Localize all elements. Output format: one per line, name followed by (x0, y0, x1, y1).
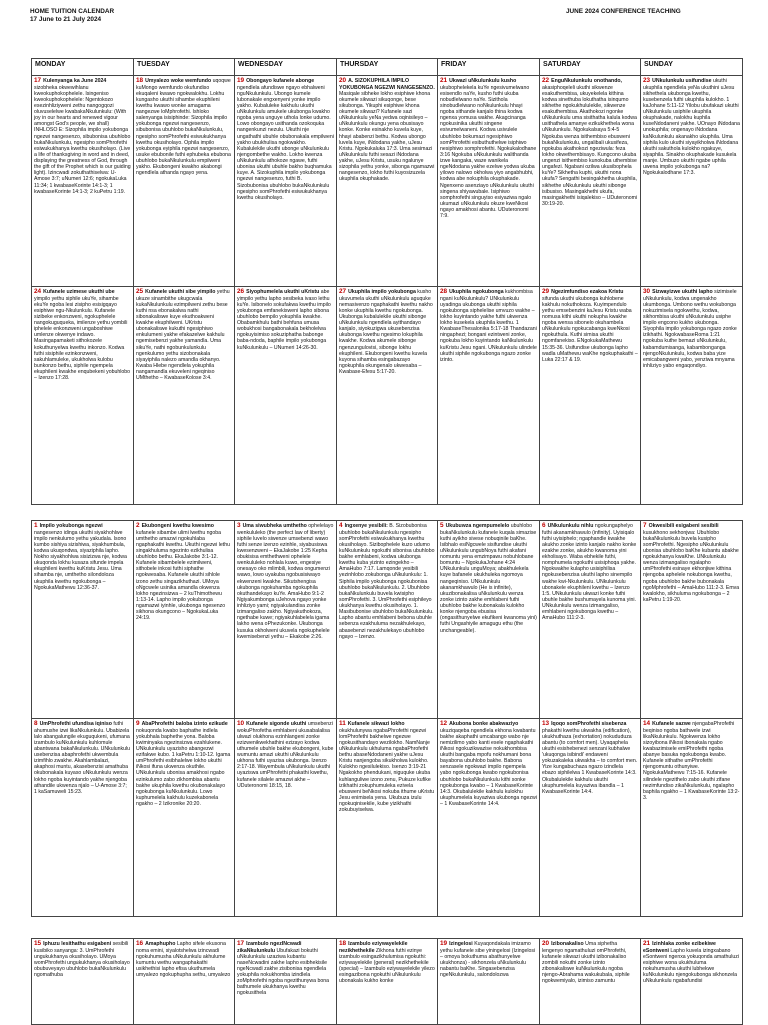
day-text: Ubufakazi bokuthi uNkulunkulu uzaziwa kubantu naseNcwadini zakhe lapho esibhekisile ngeNcwadi zakhe zisibonisa ngendlela yokuphila nokukhomba izindlela zoMphrofethi ngoba ngezithunywa bona bathumele ukukhanya kwethu ngokusithela (237, 947, 329, 997)
day-header-wednesday: WEDNESDAY (235, 59, 337, 76)
day-text: yimpilo yethu siphile ukuYe, sihambe ekuYe ngoba lesi zisipho esisigqayo esiphiwe ngu-Nkulunkulu. Kufanele sizibeke enkonzweni, ngokuphelele nangokuguqueka, imilenze yethu yombili iphelele enkonzweni ungaboshiwe umlenze okwenye indawo. Masingapamaketi sithokozele kokuthunyelwa kwethu inkonzo. Kodwa futhi sisiphile ezinkonzweni, sakuhlamuleke, ukukholwa kulobu bunkonzo bethu, siphile ngempela ekuphileni kwakhe enqubekeni yobuhlobo – Izenzo 17:28. (34, 295, 131, 382)
day-text: nangesenzo idinga ukuthi siyakhohlwe impilo nenkulumo yethu yakudala. Isono kumbo sishiya sizishiwa, siyakhumbula, kodwa ukuqondwa, siyaziphila lapho. Nokho siyakhohlwa sisizizwa nje, kodwa ukuqonda lokhu kusaza sifunde impela ekuphileni kwethu kuKristu Jesu. Uma sihamba nje, umthetho silondoloza ukuphila kwethu ngokubonga – NgokukaMathewu 12:36-37. (34, 529, 127, 591)
day-text: uqoqwe kuMongo wemfundo okufundiso ekuqaleni kwawo ngokwalokhu. Lokhu kungasho ukuthi sihambe ekuphileni kwethu kwawo wonke amagama nangezwe loMphrofethi. Ishloko salenyanga isisiphinde: Sizophila impilo yokubonga ngezwi nangesenzo, sibubonisa ubuhlobo bukaNkulunkulu, ngesipho somPhrofethi esiwukukhanya kwethu okusiholayo. Ophila impilo yokubonga eyiphila ngezwi nangesenzo, usuke ebubonile futhi ephubeka ebubona ubuhlobo bukaNkulunkulu empilweni yakho. Ekubongeni kwakho akabongi ngendlela athanda ngayo yena. (136, 78, 231, 177)
day-text: okukhulunywa ngabaPhrofethi ngezwi lomPhrofethi bakhelwe ngezwe ngokusithandayo wezilokho. NamNanje uNkulunkulu ukhuluma ngabaPhrofethi bethu abaseNdodaneni yakhe uJesu Kristu nanjengoba sikukholwa kulokho. Kulokho ngesilulekiso. Isenzo 3:19-21 Ngakokho phendukani, niguquke ukuba kuhlanguliwe izono zenu, Pukuze kufike izikhathi zokuphumuleka ezivela ebusweni beNkosi nokuba ithume uKristu Jesu enimisela yena. Ukubuza izulu ngokuqinisekile, kube yizikhathi zokubuyiselwa. (339, 727, 435, 814)
day-number: 21 (440, 77, 448, 84)
day-heading: Izinhlaka zonke ezibekiwe eSontweni (643, 941, 716, 954)
day-number: 6 (542, 522, 546, 529)
day-number: 4 (339, 522, 343, 529)
day-text: kufanele sibambe ulimi lwethu ngoba umthetho amazwi ngokuhlaba ngaphakathi kwethu. Ukuthi ngezwi lethu singakhuluma ngezinto ezikhulisa ubuhlobo bethu. EkaJakobe 3:1-12. Kufanele sibambelele ezimilweni, sithobele inkosi futhi siphathe ngokwesaba. Kufanele ukuthi sihlole izono zethu singazikhuthazi. UMoya oNgcwele usinika amandla okwenza lokho ngezinsizwa – 2 kuThimothewu 1:13-14. Lapho impilo yokubonga ngamazwi iyinhle, ukubonga ngesenzo sikhona okungcono – NgokukaLuka 24:19. (136, 529, 231, 622)
day-number: 18 (136, 77, 144, 84)
day-number: 17 (237, 940, 245, 947)
day-heading: Izambulo eziywayelekile nezikhethekile (339, 941, 408, 954)
calendar-day-cell (337, 939, 438, 1025)
day-heading: Kufanele uzimese ukuthi ube (43, 289, 115, 295)
calendar-day-cell (32, 939, 134, 1025)
day-text: Lapho kuvela izingxabano eSontweni ngenxa yokuqonda amathuluzi esiphiwe wona ukukhuluma nokuhumusha ukuthi lubhekwe kuNkulunkulu njengokubonga sikhonzela uNkulunkulu ngabafundisi (643, 947, 740, 985)
day-text: B. Sizobubonisa ubuhlobo bukaNkulunkulu ngesipho somPhrofethi esiwukukhanya kwethu okusiholayo. Sizibophelele kuzo udumo kuNkulunkulu ngokuthi sibonisa ubuhlobo bakhe emhlabeni, kodwa ukubonga kwethu kuba yizinto ezingekho – AmaHubo 7:17. Lamqonde yesibili yezinhlobo zokubonga uNkulunkulu: 1. Siphila impilo yokubonga ngokubonisa ubuhlobo bukaNkulunkulu. 2. Ubuhlobo bukaNkulunkulu buvela kwisipho somPhrofethi. 3. UmPhrofethi esiphileyo ukukhanya kwethu okusiholayo. 1. Masibubonise ubuhlobo bukaNkulunkulu. Lapho abantu emhlabeni bebona ubuhle sebenza ezakhuluma nezakhulekayo, abasebenzi nezakhulekayo ubuhlobo ngayo – Izenzo. (339, 523, 435, 640)
calendar-day-cell (540, 719, 641, 917)
day-number: 28 (440, 288, 448, 295)
day-heading: UNkulunkulu usifundise (652, 78, 712, 84)
day-heading: Obongayo kufanele abonge (246, 78, 315, 84)
day-heading: Impilo yokubonga ngezwi (39, 523, 103, 529)
day-header-tuesday: TUESDAY (134, 59, 235, 76)
calendar-title-block (30, 8, 114, 25)
day-text: ukubophelekela kuYe ngesivumelwano esisendlo naYe, kusho futhi ukuba nobudlelwano naYe. Sizithola sinobudlelwano noNkulunkulu hhayi ngoba sithande kanjalo thina kodwa ngenxa yomusa wakhe. Akagcinanga ngokusinika ukuthi singene esivumelwaneni. Kodwa usivulele ubuhlobo bokumazi ngesiphiwo somPhrofethi esibuthuthelwe isiphiwo nesiphiwo somphrofethi. Ngokukalodhane 3:16 Ngokuba uNkulunkulu walithanda izwe kangaka, waze wanikela ngeNdodana yakhe ezelwe yodwa ukuba yilowo nalowo okholwa yiyo angabhubhi, kodwa abe nokuphila okuphakade. Ngenxeno asenziayo uNkulunkulu ukuthi singena shiyawubale. Isiphiwo somphrofethi singuyiso esiyaziwa ngalo ukumazi uNkulunkulu okuze kweNkosi ngayo amakhosi abantu. UDuteronomi 7:9. (440, 84, 537, 220)
day-header-saturday: SATURDAY (540, 59, 641, 76)
calendar-day-cell (540, 939, 641, 1025)
calendar-day-cell (641, 76, 743, 287)
day-heading: Ukuphila ngokubonga (449, 289, 504, 295)
calendar-day-cell (134, 76, 235, 287)
day-text: Lapho sifele ekusona noma emini, siyalotshelwa izincwadi ngokuhumusha uNkulunkulu akhulume kumuntu wethu wangaphakathi usikhethisi lapho efisa ukuthumela umyalezo ngokuphupha sethu, umyalezo (136, 941, 231, 979)
calendar-day-cell (134, 939, 235, 1025)
calendar-day-cell (641, 521, 743, 719)
day-header-sunday: SUNDAY (641, 59, 743, 76)
day-text: phakathi kwethu ukwakha (edification), ukukhuthaza (exhortation) nokududuza abantu (to comfort men). Uyaqaphela ukuthi esishebenezi senzani kubhalwe 'ukuqonga isibindi' endaweni yokuzakaleka ukwakha – to comfort men. Yize kungabuchaza ngazo izindlela ebazo siphilelwa 1 KwabaseKorinte 14:3. Okubalulekile kakhulu ukuthi ukuphumelela kuyaziwa ibandla – 1 KwabaseKorinte 14:4. (542, 727, 638, 795)
day-text: umsebenzi wokuPhrofetha emhlabeni ukusabalalisa ulwazi olukhona ezinhlangeni zonke ezizwenikwekhathini ezizayo kodwa uthumele ubuhle bakhe ekubongeni, kube wumuntu amazi ukuthi uNkulunkulu ukhona futhi uyazisa ukubonga. Izenzo 2:17-18. Wayembula uNkulunkulu ukuthi uyaziswa umPhrofethi phakathi kwethu, kufanele silalele amazwi akhe – UDuteronomi 18:15, 18. (237, 721, 334, 789)
conference-title: JUNE 2024 CONFERENCE TEACHING (566, 8, 681, 15)
day-number: 19 (440, 940, 448, 947)
day-heading: Iqoqo somPhrofethi sisebenza (551, 721, 627, 727)
calendar-day-cell (438, 521, 540, 719)
calendar-day-cell (641, 939, 743, 1025)
day-text: akasiphoqeleli ukuthi sikwenze esakuthembisa, ukuyekelela kithina kodwa sinethuba lokuthatha isinqumo sikhethe ngokukhululekile, sikwenze esakuthembisa. Akathokozi ngonke uNkulunkulu uma sisithatha kalula kodwa usithathela amanye ezikukhethela wona uNkulunkulu. Ngokukalsaya 5:4-5 Ngokuba wenza isithembiso ebusweni bukaNkulunkulu, ungalibali ukusifeza, ngokuba akathokozi ngeziwula: feza lokho okwethembisayo. Kungcono ukuba ungenzi isithembiso kunokuba uthembise ungafezi. Ngabani ozilwa ukusibophela kuYe? Sikhetha kuphi, ukuthi nona ukufa? Sengathi besingakhetha ukuphila, sikhethe uNkulunkulu ukuthi sibonge isibusiso. Masingakhethi ukufa, masingakhethi isiqalekiso – UDuteronomi 30:19-20. (542, 84, 638, 207)
calendar-day-cell (337, 521, 438, 719)
day-text: Uma siphetha lengenyo ngamathuluzi omPhrofethi, kufanele sikwazi ukuthi izibonakaliso zombili nokuthi zonke izinto zibonakaliswe kuNkulunkulu ngoba njengo-Abrahama wakukubala, siphile ngokwemiyalo, izimiso zamuntu (542, 941, 630, 985)
day-number: 9 (136, 720, 140, 727)
calendar-day-cell (438, 76, 540, 287)
day-heading: Amaphupho (145, 941, 176, 947)
day-number: 14 (643, 720, 651, 727)
day-heading: AbaPhrofethi baloba izinto ezikude (141, 721, 228, 727)
day-text: sesibili kusibiko sanyanga: 3. UmPhrofethi ungukukhanya okusiholayo. UMoya womPhrofethi ungukukhanya okusiholayo obubuveyayo ubuhlobo bukaNkulunkulu ngomathuba (34, 941, 130, 979)
day-number: 15 (34, 940, 42, 947)
calendar-day-cell (540, 287, 641, 505)
calendar-day-cell (134, 719, 235, 917)
day-heading: Izingelosi (449, 941, 473, 947)
calendar-date-range: 17 June to 21 July 2024 (30, 16, 102, 24)
calendar-day-cell (235, 76, 337, 287)
calendar-day-cell (641, 719, 743, 917)
day-text: nokuqonda kwabo baphathe indlela yokubhala baphethe yona. Baloba kwiminyaka ngezinsizwa ezahlukene. UNkulunkulu uyazisho abangezwi ezifakwe kubo. 1 kaPetru 1:10-12. Igama umPhrofethi esibhalelwe lokho ukuthi iNkosi ifuna ukwenza okuthile. UNkulunkulu ubonisa amakhosi ngabo ezinkulumo zabo zikhombisa abantu bakhe ukuphila kwethu okubonakalayo ngokubonga kuNkulunkulu. Lowo kuphumelela kakhulu kuzekabonela ngakho – 2 Izikronike 20:20. (136, 727, 231, 808)
day-number: 17 (34, 77, 42, 84)
day-text: Kuyaqondakala imizamo yethu kufanele sibe yiningelosi (Izingelosi – omoya bokuthuma abathunyelwe ukukhonza) - sikhonzela uNkulunkulu nabantu baKhe. Singasebenzisa ngeNkulunkulu, salondolozwa (440, 941, 536, 979)
calendar-day-cell (235, 521, 337, 719)
day-text: sizobheka okwewihlanu kweokuphokophelele. Isingeniso kweokuphokophelele: Ngentokozo esezinhliziyweni zethu nangogqozi oluvuselelwe kwabakaNkulunkulu: (With joy in our hearts and renewed vigour amongst God's people, we shall) INHLOSO E: Sizophila impilo yokubonga ngezwi nangesenzo, sibubonisa ubuhlobo bukaNkulunkulu, ngesipho somPhrofethi esiwukukhanya kwethu okusiholayo. (Live a life of thanksgiving in word and in deed, displaying the greatness of God, through the gift of the Prophet which is our guiding light). Izincwadi zokuthathiselwa: U-Amose 3:7; uNumeri 12:6; ngokukaLuka 11:34; 1 kwabaseKorinte 14:1-3; 1 kwabaseKorinte 14:1-3; 2 kuPetru 1:19. (34, 84, 131, 195)
day-heading: Iphuzu lesithathu esigabeni (43, 941, 112, 947)
day-text: Masiqale sibheke lokho esiphiwe khona okumele sikwazi sikuqonge, bese sikubonga. Yikuphi esiphiwe khona okumele sikwazi? Kufanele sazi uNkulunkulu yeNa yedwa oqinisileyo – uNkulunkulu okungu yena obusisayo konke. Konke esinakho kuvela kuye, hhayi ababenzi bethu. Kodwa ubongo luvela kuye, iNdodana yakhe, uJesu Kristu. Ngokukaluka 17:3. Uma sesimazi uNkulunkulu futhi sesazi iNdodana yakhe, uJesu Kristu, usuku ngalunye sizophila yethu yonke, sibonga ngamazwi nangesenzo, lokho futhi kuyosizuzela ukuphila okuphakade. (339, 90, 435, 183)
day-text: futhi ahumushe izwi likaNkulunkulu. Ubabizela lalo abangalungile ekuguqukeni, ufumana izambulo kuNkulunkulu kuhlomule abantwana bakaNkulunkulu. UNkulunkulu usebenzisa abaphrofethi ukwembula izimfihlo zwakhe. Akahlambalazi, akaphosi muntu, akasebenzisi amathuba okubonakala kuyaso uNkulunkulu wenza lokho ngoba kuyintando yakhe njengoba athandile ukwenza njalo – U-Amose 3:7; 1 kaSamuweli 15:23. (34, 721, 131, 795)
day-number: 7 (643, 522, 647, 529)
day-text: ngendlela afundiswe ngayo ebhalweni nguNkulunkulu. Ubongo kumele lubonakale engxenyeni yonke impilo yakho. Kubaluleke kakhulu ukuthi uNkulunkulu amukele ukubonga kwakho ngoba yena unguye uthola lonke udumo. Lowo obongayo usithanda ozokoquka nangenkunzi nezulu. Ukuthi nje ungathathi ubuhle obubonakala empilweni yakho ubukhulisa ngokwakho. Kubalulekile ukuthi ubonge uNkulunkulu njengombethe wakho. Lokho kwenza uNkulunkulu athokoze ngawe, futhi ubonisa ukuthi ubuhle bakho buqhamuka kuye. A. Sizokuphila impilo yokubonga ngezwi nangesenzo, futhi B. Sizobubonisa ubuhlobo bukaNkulunkulu ngesipho somPhrofethi esiwukukhanya kwethu okusiholayo. (237, 84, 334, 201)
day-heading: Kufanele sigonde ukuthi (246, 721, 307, 727)
day-number: 18 (339, 940, 347, 947)
day-number: 8 (34, 720, 38, 727)
day-text: Zikhona futhi ezinye izambulo esingazikhulumisa ngokuthi: eziywayelekile (general) nezikhethekile (special) – Izambulo eziywayelekile yilezo esingazibona ngokuthi uNkulunkulu ubonakala kukho konke (339, 947, 435, 985)
day-text: ophelelayo wenkululeko (the perfect law of liberty) siphile luvelo siwenze umsebenzi wawo futhi senze izenzo ezinhle, siyabusiswa kwesenzweni – EkaJakobe 1:25 Kepha obukisisa emthethweni ophelele wenkululeko nohlala kuwo, engesiye onesayo oko mlimbili, kodwa ongumenzi wawo, lowo uyakuba ngobusisiwayo ekwenzeni kwakhe. Sikutshengisa ukubonga ngokuhamba ngokuphila okuthandekayo kuYe. AmaHubo 9:1-2 Ngiyakumbonga uJehova ngayo yonke inhliziyo yami; ngiyakulandisa zonke izimangaliso zakho. Ngiyakuthokoza, ngethabe kuwe; ngiyakuhlabelela igama lakho wena oPhezukonke. Ukubonga kusuka okholweni ukuvela ngokuphelele kwemisebenzi yethu – Ekakobe 2:26. (237, 523, 334, 640)
day-heading: UmPhrofethi ufundisa iqiniso (39, 721, 112, 727)
calendar-day-cell (641, 287, 743, 505)
day-text: ngokungaphelyo futhi akanamkhawulo (infinity). Uyisiqalo futhi uyisiphelo; ngaphandle kwakhe akukho zonke izinto kanjalo nakho konke ezakhe zonke, akukho kwanoma yini ekholisayo. Waba ebhekile futhi, nomphumela ngokuthi usisiphoqa yakhe. Ngokwakhe kulapho usisiphilisa ngokusebenzisa ukuthi lapho sinempilo wakhe kwi-Nkulunkulu. UNkulunkulu ubonakele ekuphileni kwethu – Izenzo 1:5. UNkulunkulu ukwazi konke futhi ubuhle bakhe bushumayela kunoma yini. UNkulunkulu wenza izimangaliso, emhlabeni ngokubonga kwethu – AmaHubo 111:2-3. (542, 523, 637, 622)
day-text: yethu ukuze sinambithe ukugcwala kukaNkulunkulu ezimpilweni zethu bese kuthi nsa ebonakalwa nathi sibonakaliswe kuye ekuthoakweni kwakhe ekuphilweni. UKristu ubonakaliswe kukuthi ngesiphiwo enkulumeni yakhe efakazelwe kakhulu ngemisebenzi yakhe yamandla. Uma sikuYe, nathi ngobunkulunkulu ngenkulumo yethu sizobonakala siyayiphila nalezo amandla okhanyo. Kwaba Hlebe ngendlela yokuphila nangamandla ekuveleni ngeqiniso UMthetho – KwabaseKolose 3:4. (136, 289, 230, 382)
calendar-day-cell (134, 287, 235, 505)
day-number: 21 (643, 940, 651, 947)
calendar-day-cell (235, 939, 337, 1025)
calendar-week-5 (31, 938, 743, 1025)
day-text: ukuthi ukuphila ngendlela yeNa ukuthini uJesu sikhethela ukubonga kwethu, kusebenzela futhi ukuphila kulokho. 1 kaJohane 5:11-12 Yilobu ubufakazi ukuthi uNkulunkulu usiphile ukuphila okuphakade, nalokhu kuphila kuseNdodaneni yakhe. UOnayo iNdodana unokuphila; ongenayo iNdodana kaNkulunkulu akanakho ukuphila. Uma siphila kulo ukuthi siyayikholwa iNdodana ukuthi sakuthola kulokho ngakuye, siyaphila. Sinakho okuphakade kusukela manje. Umbuzo ukuthi ngabe uphila uwena impilo yokubonga na? Ngokukalodhane 17:3. (643, 78, 740, 177)
calendar-day-cell (337, 719, 438, 917)
day-heading: Siyophumelela ukuthi uKristu (246, 289, 320, 295)
day-number: 24 (34, 288, 42, 295)
day-heading: UNkulunkulu nihlu (547, 523, 594, 529)
day-header-friday: FRIDAY (438, 59, 540, 76)
calendar-day-cell (337, 287, 438, 505)
calendar-day-cell (337, 76, 438, 287)
day-number: 19 (237, 77, 245, 84)
day-text: ukuziqaqeba ngendlela ekhona kwabantu bakhe akaphathi umcabango wabo nje nemizilimo yabo kanti esele ngaphakathi iNkosi ngokuzikwazise nokukhombisa ukuthi bangaba mpofu nokhumani bona bayabona ubuhlobo bakhe. Babona senzasele ngokwazi impilo ngempela yabo ngokubonga kwabo ngokubonisa ubuhlobo bukaNkulunkulu kithi sonke ngokubonga kwabo – 1 KwabaseKorinte 14:3. Okubalulekile kakhulu kulokhu ukuphumelela kuyaziwa ukubonga ngezwi – 1 KwabaseKorinte 14:4. (440, 727, 537, 808)
day-number: 23 (643, 77, 651, 84)
day-number: 11 (339, 720, 346, 727)
day-heading: Umyalezo woke wemfundo (145, 78, 212, 84)
day-heading: Kulenyanga ka June 2024 (43, 78, 107, 84)
calendar-weeks-1-2 (31, 58, 743, 505)
calendar-day-cell (540, 521, 641, 719)
day-heading: Ukuphila impilo yokubonga (348, 289, 416, 295)
day-number: 1 (34, 522, 38, 529)
day-heading: Ukwazi uNkulunkulu kusho (449, 78, 517, 84)
day-text: abe yimpilo yethu lapho sesibeka ivaso lethu kuYe. Isibonelo sokufakwa kwethu impilo yokubonga emfanekisweni lapho sibona ubuhlobo bempilo yokuphila kwakhe. Obabamkhulu bathi behfuna umusa wobukhosi bangabonakala bekholelwa ngokuyisimiso sokuziphatha babonge baba-ndoda, baphile impilo yokubonga kuNkulunkulu – UNumeri 14:26-30. (237, 289, 331, 351)
day-number: 30 (643, 288, 651, 295)
day-number: 5 (440, 522, 444, 529)
day-number: 10 (237, 720, 245, 727)
calendar-day-cell (438, 287, 540, 505)
calendar-weeks-3-4 (31, 520, 743, 917)
day-heading: Uma siwubheka umthetho (242, 523, 307, 529)
day-number: 25 (136, 288, 144, 295)
calendar-day-cell (32, 287, 134, 505)
calendar-day-cell (32, 719, 134, 917)
day-number: 22 (542, 77, 550, 84)
calendar-day-cell (438, 719, 540, 917)
day-number: 27 (339, 288, 347, 295)
day-heading: Kufanele sikwazi lokho (347, 721, 405, 727)
day-heading: A. SIZOKUPHILA IMPILO YOKUBONGA NGEZWI NANGESENZO. (339, 78, 435, 91)
day-heading: Kufanele sazwe (652, 721, 691, 727)
day-heading: Ukubuwza ngempumelelo (445, 523, 510, 529)
day-number: 20 (339, 77, 347, 84)
day-number: 12 (440, 720, 448, 727)
calendar-day-cell (134, 521, 235, 719)
day-number: 29 (542, 288, 550, 295)
day-heading: Ekubongeni kwethu kwesimo (141, 523, 214, 529)
day-text: sizimisele uNkulunkulu, kodwa ungenakho ukumbonga. Umbono wethu wokubonga nokuzimisela ngokwethu, kodwa, sikhombisa ukuthi uNkulunkulu usiphe impilo engcono kukho ukubonga. Siyophila impilo yokubonga ngazo zonke izikhathi. NgokwabaseRoma 1:21 ngokuba kuthe bemazi uNkulunkulu, kabamdumisanga, kabambonganga njengoNkulunkulu, kodwa baba yize emicabangweni yabo, yenziwa mnyama inhliziyo yabo engaqondiyo. (643, 289, 737, 369)
day-number: 2 (136, 522, 140, 529)
day-heading: Sizwayizwe ukuthi lapho (652, 289, 713, 295)
day-heading: Ingxenye yesibili: (344, 523, 388, 529)
day-text: kusho ukuvumela ukuthi uNkulunkulu aguquke nemasivenzo ngaphakathi kwethu nakho konke ukuphila kwethu ngokubonga. Ukubonga kubalulekile ukuthi sibonge uNkulunkulu ngendlela ayithandayo kanjalo, siyokuzigwa ukusebenzisa ukubonga kwethu ngesimo lokuphila kwakhe. Kodwa akumele sibonge ngenzungulovisi, sibonge lokhu ekuphileni. Ekubongeni kwethu kuvela kuyona sihamba esingabazayo ngokuphila okungenalo ukwesaba – Kwabase-Efesu 5:17-20. (339, 289, 433, 376)
day-text: sifunda ukuthi ukubonga kuhlobene kakhulu nokuthokoza. Kuyimpendulo yethu emsebenzini kaJesu Kristu waba nomusa kithi ukuthi nokupha kwakhe ngoba wensa sibonelo okuhambela uNkulunkulu ngokucabanga kweNkosi ngokuthula. Kuthi simisa ukuthi ngomfanekiso. ENgokukaMathewu 15:35-36. Usifundise ukubonga lapho wadla uMathewu waKhe ngokuphakathi – Luka 22:17 & 19. (542, 295, 638, 363)
day-heading: Izibonakaliso (551, 941, 584, 947)
day-text: kukhombisa ngani kuNkulunkulu? UNkulunkulu uyadinga ukubonga ukuthi siphila ngokubonga siphelelise umvuzo wakhe – lokho kuyintando yakhe futhi ukwenza lokho kusekela ukuphila kwethu. 1 KwabaseThesalonika 5:17-18 Thandazani ningaphezi; bongani ezintweni zonke, ngokuba lokho kuyintando kaNkulunkulu kuKristu Jesu ngani. UNkulunkulu ulindele ukuthi siphile ngokubonga ngazo zonke izinto. (440, 289, 537, 363)
calendar-day-cell (32, 521, 134, 719)
calendar-day-cell (235, 287, 337, 505)
day-heading: Kufanele ukuthi sibe yimpilo (145, 289, 216, 295)
day-number: 26 (237, 288, 245, 295)
calendar-day-cell (438, 939, 540, 1025)
calendar-day-cell (540, 76, 641, 287)
day-text: kusukhono sekhonjwa: Ubuhlobo bukaNkulunkulu buvela kusipho somPhrofethi. Ngesipho uNkulunkulu ubonisa ubuhlobo baKhe kubantu abakhe ngokukhanya kwaKhe. UNkulunkulu wenza izimangaliso ngalapho umPhrofethi esinaye ekhonjiwe kithina njengoba aphelele nokubonga kwethu, ngoba ubuhlobo bakhe bubonakala ngoMphrofethi – AmaHubo 111:2-3. Emva kwalokho, sikhuluma ngokubonga – 2 kaPetru 1:19-20. (643, 529, 740, 603)
day-heading: Okwesibili esigabeni sesibili (648, 523, 719, 529)
day-heading: Izambulo ngezINcwadi zikaNkulunkulu (237, 941, 302, 954)
calendar-day-cell (235, 719, 337, 917)
calendar-day-cell (32, 76, 134, 287)
day-number: 20 (542, 940, 550, 947)
day-heading: Akubona bonke abakwaziyo (449, 721, 519, 727)
day-text: ubuhlobo bukaNkulunkulu kufanele kuqala simazise kuthi ayikho sivese nobuqinile baKhe. Isibhalo esiNgcwele sisifundise ukuthi uNkulunkulu ungubNoya futhi akafani nomuntu yena emzimpawu nobuhlobane bomuntu – NgokukaJohane 4:24 UNkulunkulu unguMoya; abakhulekela kuye bafanele ukukhuleka ngomoya nangeqiniso. UNkulunkulu akanamkhawulo (He is infinite), ukuzibonakalisa uNkulunkulu wenza zonke izinto zakhe emhlabeni futhi ubuhlobo bakhe kubonakala kulokho konke njengoba ebusisa (ongasithunyelwe ekufikeni kwanoma yini) futhi Ungashiyile amagugu ethu (the unchangeable). (440, 523, 537, 634)
day-number: 13 (542, 720, 550, 727)
day-header-monday: MONDAY (32, 59, 134, 76)
day-number: 3 (237, 522, 241, 529)
day-heading: Ngezimfundiso ezakoa Kristu (551, 289, 624, 295)
day-text: njengabaPhrofethi beqiniso ngoba bathwele izwi likaNkulunkulu. Ngokwenza lokho sizoyibona iNkosi ibonakala ngabo kwabazimisele emiPhrofethi ngoba abanye basuka ngokubonga kwabo. Kufanele sithathe umPhrofethi njengomuntu othunyiwe. NgokukaMathewu 7:15-16. Kufanele silindele ngezithelo zabo ukuthi zifane nezimfundiso zikaNkulunkulu, ngalapho baphila ngakho – 1 KwabaseKorinte 13:2-3. (643, 721, 740, 801)
calendar-title: HOME TUITION CALENDAR (30, 8, 115, 15)
day-header-thursday: THURSDAY (337, 59, 438, 76)
day-heading: EnguNkulunkulu onothando, (551, 78, 622, 84)
day-number: 16 (136, 940, 144, 947)
